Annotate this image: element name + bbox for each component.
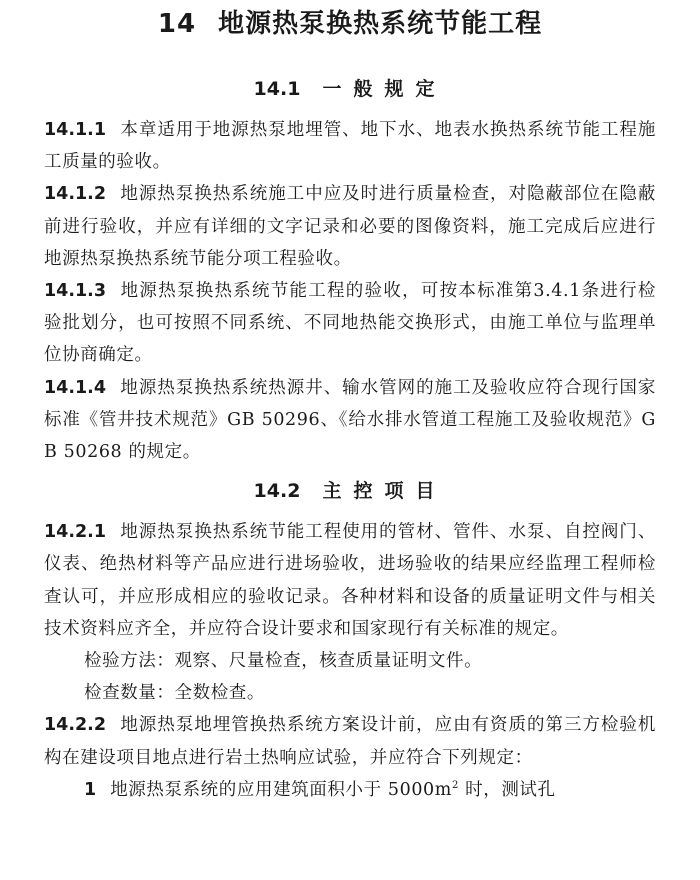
item-text-before: 地源热泵系统的应用建筑面积小于 5000m bbox=[110, 779, 452, 800]
clause-number: 14.1.3 bbox=[44, 281, 107, 302]
section-number: 14.2 bbox=[253, 480, 301, 503]
clause-14-2-2 bbox=[44, 709, 656, 773]
clause-14-1-2 bbox=[44, 178, 656, 275]
clause-14-2-1 bbox=[44, 516, 656, 645]
section-title-text: 一般规定 bbox=[322, 78, 447, 100]
item-number: 1 bbox=[84, 779, 97, 800]
inspection-quantity: 检查数量：全数检查。 bbox=[84, 683, 265, 704]
section-title-14-2 bbox=[44, 474, 656, 508]
section-title-text: 主控项目 bbox=[322, 480, 447, 503]
clause-14-1-1 bbox=[44, 114, 656, 178]
list-item-1 bbox=[44, 774, 656, 806]
clause-text: 本章适用于地源热泵地埋管、地下水、地表水换热系统节能工程施工质量的验收。 bbox=[44, 120, 656, 173]
clause-text: 地源热泵换热系统节能工程的验收，可按本标准第3.4.1条进行检验批划分，也可按照不同系统、不同地热能交换形式，由施工单位与监理单位协商确定。 bbox=[44, 281, 656, 366]
clause-number: 14.1.4 bbox=[44, 377, 107, 398]
chapter-number: 14 bbox=[157, 9, 197, 39]
document-body bbox=[44, 72, 656, 806]
clause-number: 14.2.2 bbox=[44, 715, 107, 736]
item-text-after: 时，测试孔 bbox=[458, 779, 556, 800]
clause-text: 地源热泵换热系统施工中应及时进行质量检查，对隐蔽部位在隐蔽前进行验收，并应有详细的文字记录和必要的图像资料，施工完成后应进行地源热泵换热系统节能分项工程验收。 bbox=[44, 184, 656, 269]
section-title-14-1 bbox=[44, 72, 656, 106]
clause-text: 地源热泵换热系统节能工程使用的管材、管件、水泵、自控阀门、仪表、绝热材料等产品应进行进场验收，进场验收的结果应经监理工程师检查认可，并应形成相应的验收记录。各种材料和设备的质量证明文件与相关技术资料应齐全，并应符合设计要求和国家现行有关标准的规定。 bbox=[44, 522, 656, 639]
chapter-title-text: 地源热泵换热系统节能工程 bbox=[218, 9, 543, 39]
clause-14-1-3 bbox=[44, 275, 656, 372]
clause-text: 地源热泵换热系统热源井、输水管网的施工及验收应符合现行国家标准《管井技术规范》GB 50296、《给水排水管道工程施工及验收规范》GB 50268 的规定。 bbox=[44, 377, 656, 463]
clause-text: 地源热泵地埋管换热系统方案设计前，应由有资质的第三方检验机构在建设项目地点进行岩土热响应试验，并应符合下列规定： bbox=[44, 715, 656, 768]
clause-14-1-4 bbox=[44, 372, 656, 469]
inspection-method: 检验方法：观察、尺量检查，核查质量证明文件。 bbox=[84, 651, 483, 672]
clause-number: 14.1.1 bbox=[44, 120, 107, 140]
superscript: 2 bbox=[451, 780, 459, 792]
clause-number: 14.2.1 bbox=[44, 522, 107, 543]
clause-number: 14.1.2 bbox=[44, 184, 107, 205]
section-number: 14.1 bbox=[253, 78, 301, 100]
chapter-title bbox=[0, 4, 700, 44]
